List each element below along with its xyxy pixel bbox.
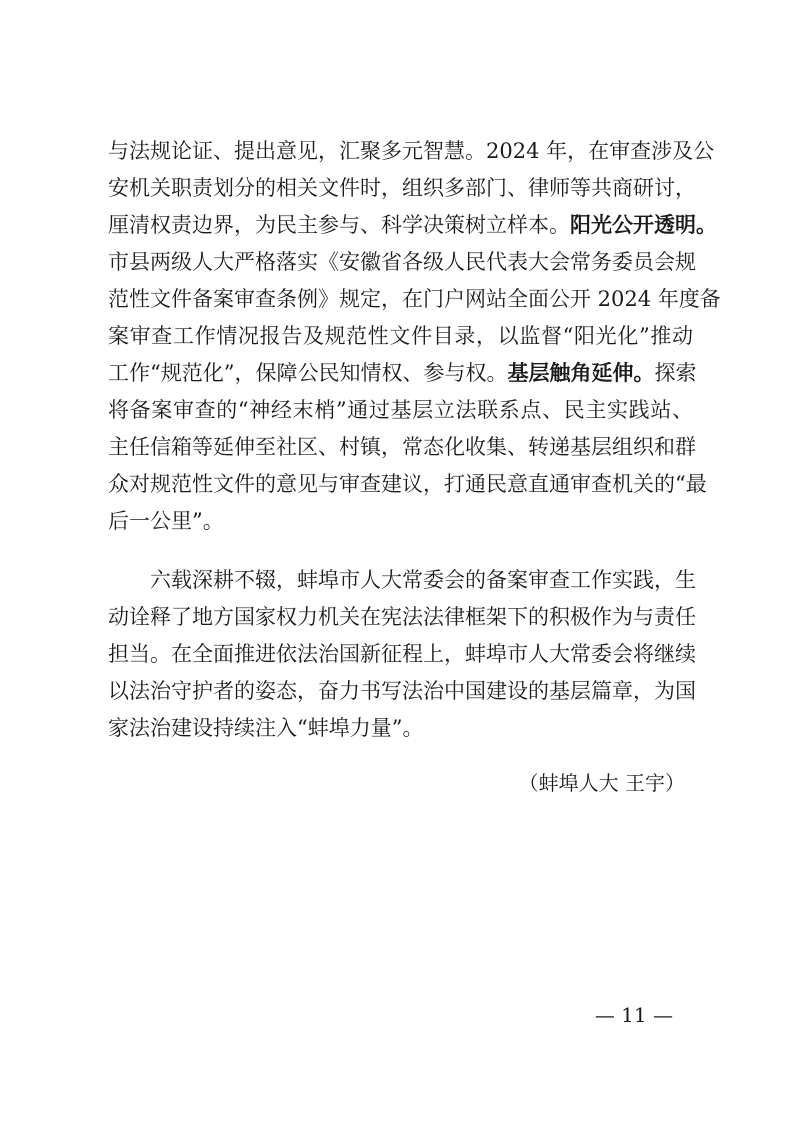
paragraph1-line8: 将备案审查的“神经末梢”通过基层立法联系点、民主实践站、 [108, 398, 693, 422]
paragraph1-line6: 案审查工作情况报告及规范性文件目录，以监督“阳光化”推动 [108, 324, 693, 348]
paragraph1-line4: 市县两级人大严格落实《安徽省各级人民代表大会常务委员会规 [108, 250, 696, 274]
paragraph1-line3-text: 厘清权责边界，为民主参与、科学决策树立样本。 [108, 213, 570, 237]
paragraph1-line7-tail: 探索 [654, 361, 697, 385]
page-number: — 11 — [594, 1003, 673, 1027]
paragraph2-line3: 担当。在全面推进依法治国新征程上，蚌埠市人大常委会将继续 [108, 642, 696, 666]
paragraph1-line3-bold: 阳光公开透明。 [570, 213, 717, 237]
paragraph2-line2: 动诠释了地方国家权力机关在宪法法律框架下的积极作为与责任 [108, 605, 696, 629]
paragraph1-line5: 范性文件备案审查条例》规定，在门户网站全面公开 2024 年度备 [108, 287, 721, 311]
paragraph1-line10: 众对规范性文件的意见与审查建议，打通民意直通审查机关的“最 [108, 472, 707, 496]
paragraph1-line7 [108, 358, 697, 388]
paragraph1-line1: 与法规论证、提出意见，汇聚多元智慧。2024 年，在审查涉及公 [108, 139, 715, 163]
paragraph1-line2: 安机关职责划分的相关文件时，组织多部门、律师等共商研讨， [108, 176, 696, 200]
paragraph2-line4: 以法治守护者的姿态，奋力书写法治中国建设的基层篇章，为国 [108, 679, 696, 703]
paragraph1-line7-bold: 基层触角延伸。 [507, 361, 655, 385]
paragraph1-line11: 后一公里”。 [108, 509, 224, 533]
paragraph1-line9: 主任信箱等延伸至社区、村镇，常态化收集、转递基层组织和群 [108, 435, 696, 459]
paragraph2-line1: 六载深耕不辍，蚌埠市人大常委会的备案审查工作实践，生 [150, 568, 696, 592]
paragraph2-line5: 家法治建设持续注入“蚌埠力量”。 [108, 716, 424, 740]
paragraph1-line7-text: 工作“规范化”，保障公民知情权、参与权。 [108, 361, 508, 385]
author-signature: （蚌埠人大 王宇） [518, 771, 685, 795]
paragraph1-line3 [108, 210, 717, 240]
